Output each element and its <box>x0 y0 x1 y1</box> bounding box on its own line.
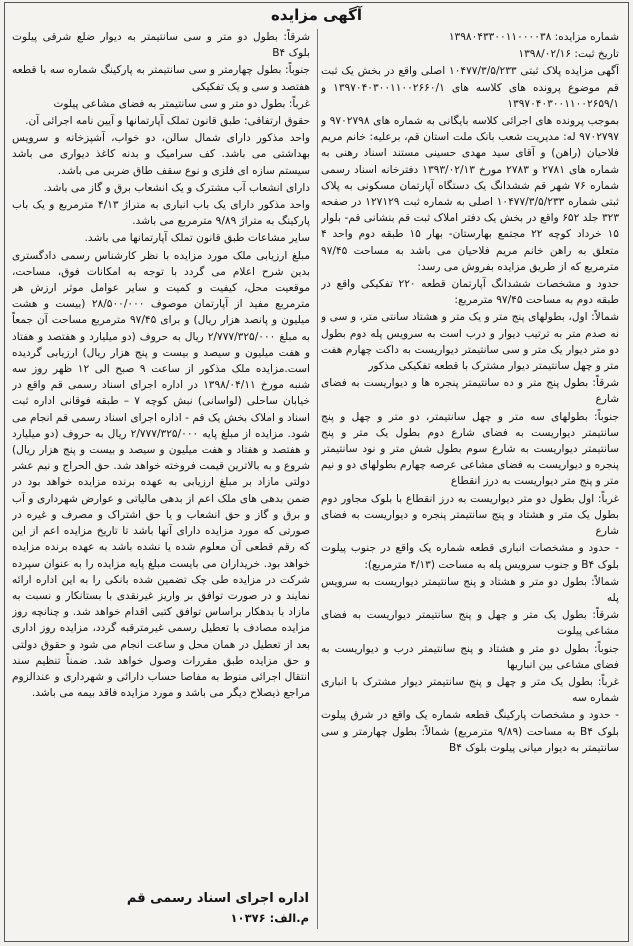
right-paragraph: غرباً: اول بطول دو متر دیواریست به درز انقطاع با بلوک مجاور دوم بطول یک متر و هشتاد و پنج سانتیمتر پنجره و دیواریست به فضای شارع <box>321 492 619 538</box>
right-paragraph: - حدود و مشخصات پارکینگ قطعه شماره یک واقع در شرق پیلوت بلوک B۴ به مساحت (۹/۸۹ مترمربع) شمالاً: بطول چهارمتر و سی سانتیمتر به دیوار میانی پیلوت بلوک B۴ <box>321 709 619 754</box>
right-paragraph: شمالاً: اول، بطولهای پنج متر و یک متر و هشتاد سانتی متر، و سی و نه صدم متر به ترتیب دیوار و درب است به سرویس پله دوم بطول دو متر دیوار یک متر و سی سانتیمتر دیواریست به داکت چهارم هفت متر و چهل سانتیمتر دیوار مشترک با قطعه تفکیکی مذکور <box>321 311 619 373</box>
right-column <box>321 29 619 924</box>
left-paragraph: حقوق ارتفاقی: طبق قانون تملک آپارتمانها و آیین نامه اجرائی آن. <box>25 115 310 128</box>
left-paragraph: سایر مشاعات طبق قانون تملک آپارتمانها می باشد. <box>84 232 310 245</box>
right-paragraph: غرباً: بطول یک متر و چهل و پنج سانتیمتر دیوار مشترک با انباری شماره سه <box>321 675 619 705</box>
right-paragraph: بموجب پرونده های اجرائی کلاسه بایگانی به شماره های ۹۷۰۲۷۹۸ و ۹۷۰۲۷۹۷ له: مدیریت شعب بانک ملت استان قم، برعلیه: خانم مریم فلاحیان (راهن) و آقای سید مهدی حسینی مستند اسناد رهنی به شماره های ۲۷۸۱ و ۲۷۸۳ مورخ ۱۳۹۳/۰۲/۱۳ دفترخانه اسناد رسمی شماره ۷۶ شهر قم ششدانگ یک دستگاه آپارتمان مسکونی به پلاک ثبتی شماره ۱۰۴۷۷/۳/۵/۲۳۳ اصلی به شماره ثبت ۱۲۷۱۲۹ در صفحه ۳۲۳ جلد ۶۵۲ واقع در بخش یک دفتر املاک ثبت قم بنشانی قم- بلوار ۱۵ خرداد کوچه ۲۲ مجتمع بهارستان- بهار ۱۵ طبقه دوم واحد ۴ متعلق به راهن خانم مریم فلاحیان می باشد به مساحت ۹۷/۴۵ مترمربع که از طریق مزایده بفروش می رسد: <box>321 115 619 273</box>
left-paragraph: شرقاً: بطول دو متر و سی سانتیمتر به دیوار ضلع شرقی پیلوت بلوک B۴ <box>12 31 310 60</box>
left-paragraph: غرباً: بطول دو متر و سی سانتیمتر به فضای مشاعی پیلوت <box>53 97 310 110</box>
left-paragraph: واحد مذکور دارای شمال سالن، دو خواب، آشپزخانه و سرویس بهداشتی می باشد. کف سرامیک و بدنه کاغذ دیواری می باشد سیستم سازه ای فلزی و نوع سقف طاق ضربی می باشد. <box>12 132 310 177</box>
right-paragraph: - حدود و مشخصات انباری قطعه شماره یک واقع در جنوب پیلوت بلوک B۴ و جنوب سرویس پله به مساحت (۴/۱۳ مترمربع): <box>321 542 619 571</box>
left-column <box>12 29 310 889</box>
right-paragraph: جنوباً: بطولهای سه متر و چهل سانتیمتر، دو متر و چهل و پنج سانتیمتر دیواریست به فضای شارع دوم بطول یک متر و پنج سانتیمتر دیواریست به شارع سوم بطول شش متر و نود سانتیمتر پنجره و دیواریست به فضای مشاعی عرصه چهارم بطولهای دو و نیم متر و پنج متر دیواریست به درز انقطاع <box>321 410 619 488</box>
column-divider <box>317 29 318 929</box>
right-paragraph: شماره مزایده: ۱۳۹۸۰۴۳۳۰۰۱۱۰۰۰۰۳۸ <box>448 31 619 43</box>
right-paragraph: جنوباً: بطول دو متر و هشتاد و پنج سانتیمتر درب و دیواریست به فضای مشاعی بین انباریها <box>321 642 619 671</box>
right-paragraph: شمالاً: بطول دو متر و هشتاد و پنج سانتیمتر دیواریست به سرویس پله <box>321 575 619 604</box>
left-paragraph: واحد مذکور دارای یک باب انباری به متراژ ۴/۱۳ مترمربع و یک باب پارکینگ به متراژ ۹/۸۹ مترمربع می باشد. <box>12 199 310 228</box>
left-paragraph: جنوباً: بطول چهارمتر و سی سانتیمتر به پارکینگ شماره سه با قطعه هفتصد و سی و یک تفکیکی <box>12 64 310 93</box>
issuing-office: اداره اجرای اسناد رسمی قم <box>126 891 309 906</box>
right-paragraph: تاریخ ثبت: ۱۳۹۸/۰۲/۱۶ <box>518 48 619 61</box>
left-paragraph: مبلغ ارزیابی ملک مورد مزایده با نظر کارشناس رسمی دادگستری بدین شرح اعلام می گردد با توجه به امکانات فوق، مساحت، موقعیت محل، کیفیت و کمیت و سایر عوامل موثر ارزش هر مترمربع مفید از آپارتمان موصوف ۲۸/۵۰۰/۰۰۰ (بیست و هشت میلیون و پانصد هزار ریال) و برای ۹۷/۴۵ مترمربع مساحت آن جمعاً به مبلغ ۲/۷۷۷/۳۲۵/۰۰۰ ریال به حروف (دو میلیارد و هفتصد و هفتاد و هفت میلیون و سیصد و بیست و پنج هزار ریال) ارزیابی گردیده است.مزایده ملک مذکور از ساعت ۹ صبح الی ۱۲ ظهر روز سه شنبه مورخ ۱۳۹۸/۰۴/۱۱ در اداره اجرای اسناد رسمی قم واقع در خیابان ساحلی (لواسانی) نبش کوچه ۷ – طبقه فوقانی اداره ثبت اسناد و املاک بخش یک قم - اداره اجرای اسناد رسمی قم انجام می شود. مزایده از مبلغ پایه ۲/۷۷۷/۳۲۵/۰۰۰ ریال به حروف (دو میلیارد و هفتصد و هفتاد و هفت میلیون و سیصد و بیست و پنج هزار ریال) شروع و به بالاترین قیمت فروخته خواهد شد. حق الحراج و نیم عشر دولتی مازاد بر مبلغ ارزیابی به عهده برنده مزایده خواهد بود در ضمن بدهی های ملک اعم از بدهی مالیاتی و عوارض شهرداری و آب و برق و گاز و حق انشعاب و یا حق اشتراک و مصرف و غیره در صورتی که مورد مزایده دارای آنها باشد تا تاریخ مزایده اعم از این که رقم قطعی آن معلوم شده یا نشده باشد به عهده برنده مزایده خواهد بود. خریداران می بایست مبلغ پایه مزایده را به عنوان سپرده شرکت در مزایده طی چک تضمین شده بانکی را به این اداره ارائه نمایند و در صورت توافق بر واریز غیرنقدی با بستانکار و نسبت به مازاد با بدهکار براساس توافق کتبی اقدام خواهد شد. و چنانچه روز مزایده مصادف با تعطیل رسمی غیرمترقبه گردد، مزایده روز اداری بعد از تعطیل در همان محل و ساعت انجام می شود و حقوق دولتی و حق مزایده طبق مقررات وصول خواهد شد. ضمناً تنظیم سند انتقال اجرائی منوط به مفاصا حساب دارائی و شهرداری و عندالزوم مراجع ذیصلاح دیگر می باشد و مورد مزایده فاقد بیمه می باشد. <box>12 249 310 700</box>
right-paragraph: شرقاً: بطول پنج متر و ده سانتیمتر پنجره ها و دیواریست به فضای شارع <box>321 377 619 406</box>
left-paragraph: دارای انشعاب آب مشترک و یک انشعاب برق و گاز می باشد. <box>43 181 310 194</box>
right-paragraph: حدود و مشخصات ششدانگ آپارتمان قطعه ۲۲۰ تفکیکی واقع در طبقه دوم به مساحت ۹۷/۴۵ مترمربع: <box>321 278 619 307</box>
publication-code: م.الف: ۱۰۳۷۶ <box>230 911 309 925</box>
notice-page <box>4 2 629 942</box>
right-paragraph: شرقاً: بطول یک متر و چهل و پنج سانتیمتر دیواریست به فضای مشاعی پیلوت <box>321 609 619 638</box>
right-paragraph: آگهی مزایده پلاک ثبتی ۱۰۴۷۷/۳/۵/۲۳۳ اصلی واقع در بخش یک ثبت قم موضوع پرونده های کلاسه های ۱۳۹۷۰۴۰۳۰۰۱۱۰۰۲۶۶۰/۱ و ۱۳۹۷۰۴۰۳۰۰۱۱۰۰۲۶۵۹/۱ <box>321 65 619 110</box>
notice-title: آگهی مزایده <box>270 6 363 24</box>
